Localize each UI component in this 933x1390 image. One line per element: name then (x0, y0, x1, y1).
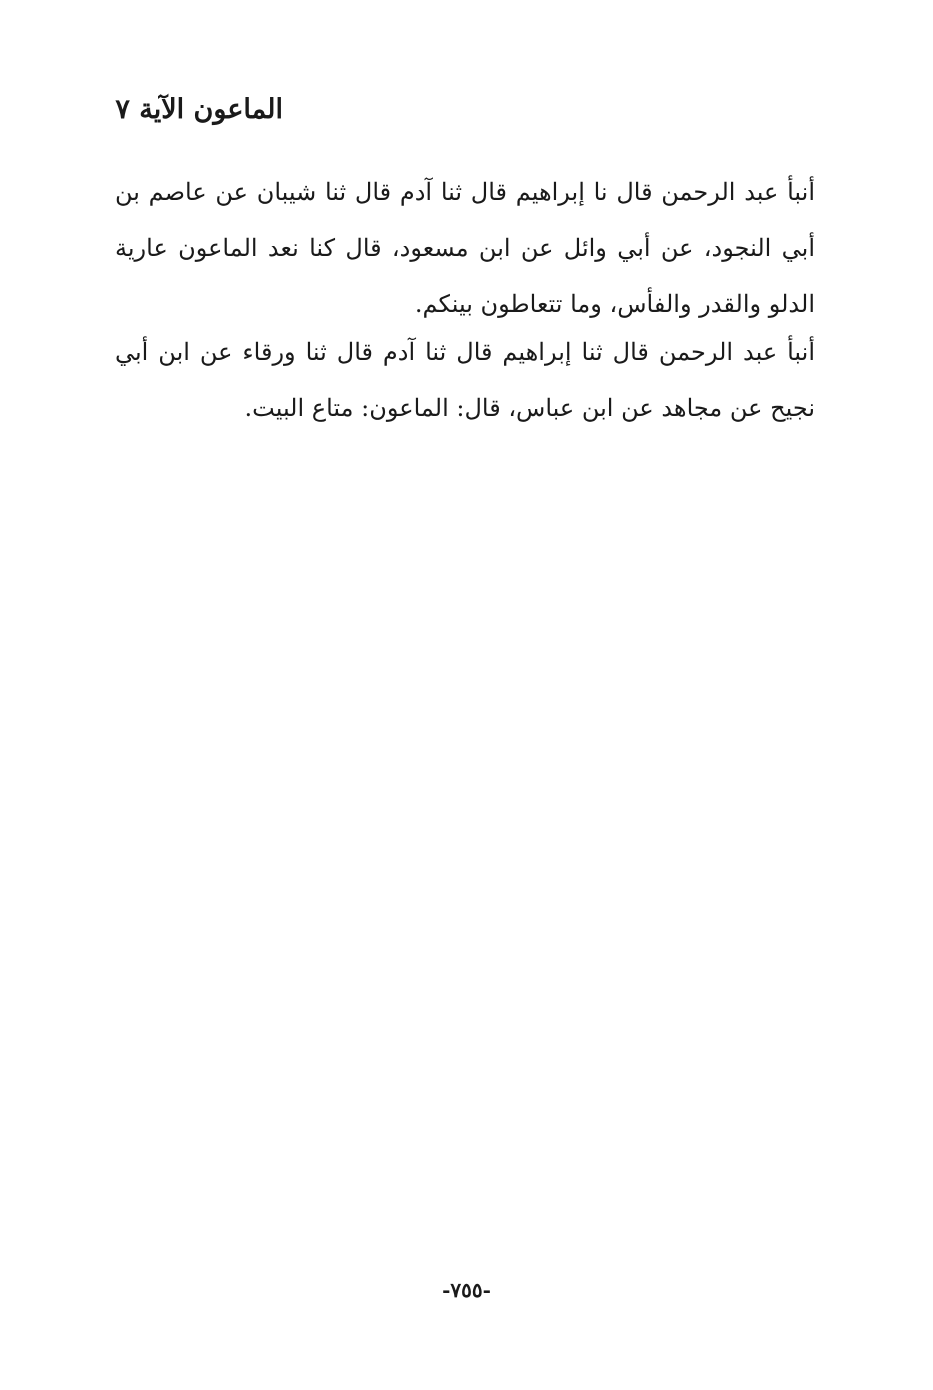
narration-paragraph-2: أنبأ عبد الرحمن قال ثنا إبراهيم قال ثنا آدم قال ثنا ورقاء عن ابن أبي نجيح عن مجاهد عن ابن عباس، قال: الماعون: متاع البيت. (115, 338, 815, 422)
narration-paragraph-1: أنبأ عبد الرحمن قال نا إبراهيم قال ثنا آدم قال ثنا شيبان عن عاصم بن أبي النجود، عن أبي وائل عن ابن مسعود، قال كنا نعد الماعون عارية الدلو والقدر والفأس، وما تتعاطون بينكم. (115, 178, 815, 318)
page-number: -٧٥٥- (442, 1278, 491, 1302)
section-heading: الماعون الآية ٧ (115, 94, 283, 125)
